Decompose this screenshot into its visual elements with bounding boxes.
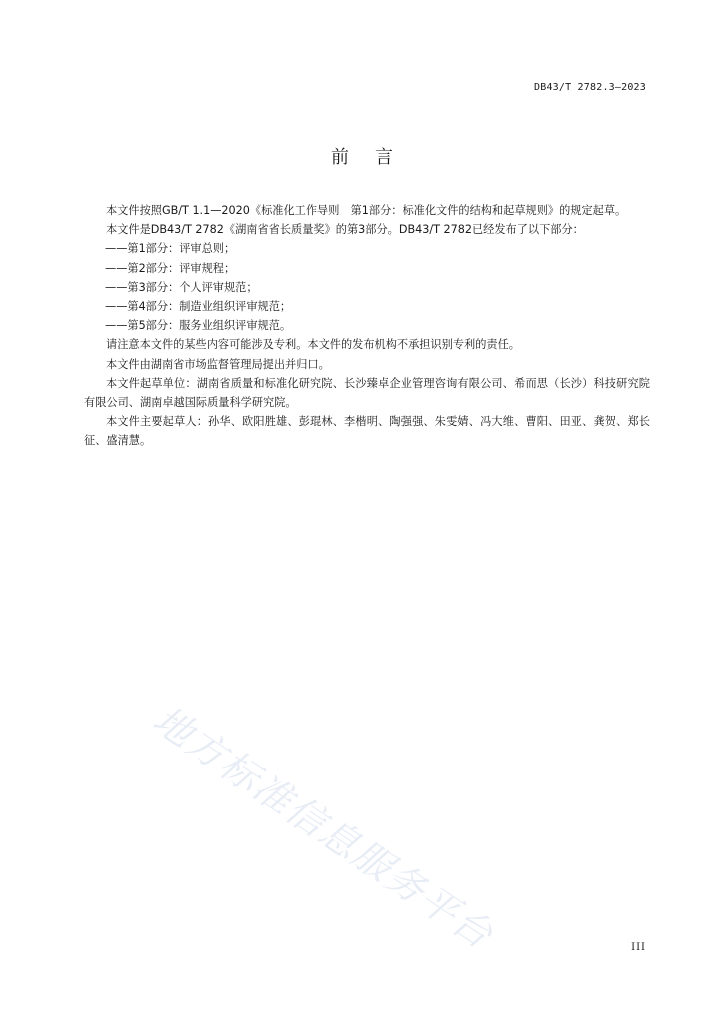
paragraph-series-intro: 本文件是DB43/T 2782《湖南省省长质量奖》的第3部分。DB43/T 2782已经发布了以下部分： (106, 223, 584, 237)
page-title: 前言 (331, 147, 419, 168)
list-item: ——第1部分：评审总则； (105, 242, 236, 256)
list-item: ——第4部分：制造业组织评审规范； (105, 300, 292, 314)
list-item: ——第3部分：个人评审规范； (105, 280, 258, 294)
paragraph-proposer: 本文件由湖南省市场监督管理局提出并归口。 (106, 357, 330, 371)
watermark: 地方标准信息服务平台 (145, 697, 502, 958)
paragraph-patent-notice: 请注意本文件的某些内容可能涉及专利。本文件的发布机构不承担识别专利的责任。 (106, 338, 520, 352)
paragraph-drafting-rules: 本文件按照GB/T 1.1—2020《标准化工作导则 第1部分：标准化文件的结构和起草规则》的规定起草。 (106, 204, 627, 217)
page-number: III (631, 942, 646, 953)
paragraph-drafters: 本文件主要起草人：孙华、欧阳胜雄、彭琨林、李楷明、陶强强、朱雯婧、冯大维、曹阳、田亚、龚贺、郑长征、盛清慧。 (84, 415, 650, 448)
document-number: DB43/T 2782.3—2023 (534, 82, 646, 93)
paragraph-drafting-units: 本文件起草单位：湖南省质量和标准化研究院、长沙臻卓企业管理咨询有限公司、希而思（长沙）科技研究院有限公司、湖南卓越国际质量科学研究院。 (84, 376, 650, 410)
preface-body (84, 201, 650, 451)
list-item: ——第5部分：服务业组织评审规范。 (105, 319, 292, 333)
list-item: ——第2部分：评审规程； (105, 261, 236, 275)
